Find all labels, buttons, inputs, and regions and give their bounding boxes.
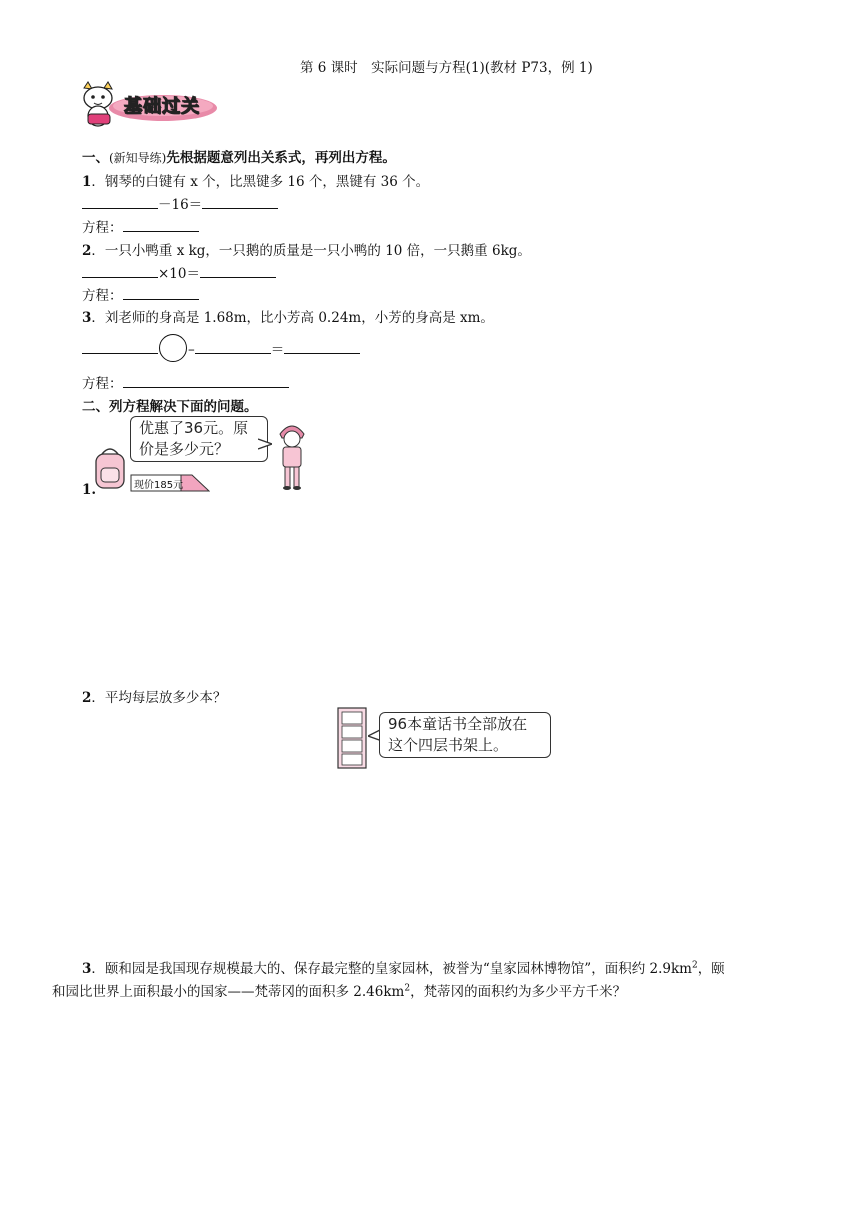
q2-equation-label: 方程： bbox=[82, 288, 123, 304]
p2q3-line-2 bbox=[52, 980, 626, 1000]
p2q2-statement: ．平均每层放多少本？ bbox=[91, 690, 227, 706]
q3-blank-3[interactable] bbox=[284, 352, 360, 354]
p2q3-text-2b: ，梵蒂冈的面积约为多少平方千米？ bbox=[410, 984, 627, 1000]
q1-blank-2[interactable] bbox=[202, 207, 278, 209]
section-badge bbox=[78, 80, 218, 130]
q1-num: 1 bbox=[82, 174, 92, 190]
price-tag bbox=[130, 474, 208, 491]
p2q1-bubble-line-1: 优惠了36元。原 bbox=[139, 419, 249, 437]
price-tag-label: 现价185元 bbox=[134, 480, 184, 491]
q1-equation-blank[interactable] bbox=[123, 230, 199, 232]
q3-operator-circle[interactable] bbox=[159, 334, 187, 362]
q1-equation bbox=[82, 216, 199, 236]
q1-relation bbox=[82, 193, 278, 213]
q1-text bbox=[82, 170, 429, 190]
p2q3-text-1b: ，颐 bbox=[697, 961, 725, 977]
q2-equation-blank[interactable] bbox=[123, 298, 199, 300]
p2q2-text bbox=[82, 686, 226, 706]
p2q2-num: 2 bbox=[82, 690, 92, 706]
q1-equation-label: 方程： bbox=[82, 220, 123, 236]
p2q2-speech-bubble bbox=[379, 712, 551, 758]
p2q3-sup-2: 2 bbox=[404, 983, 411, 994]
q1-statement: ．钢琴的白键有 x 个，比黑键多 16 个，黑键有 36 个。 bbox=[91, 174, 430, 190]
p2q3-num: 3 bbox=[82, 961, 92, 977]
q3-relation bbox=[82, 334, 360, 362]
q2-statement: ．一只小鸭重 x kg，一只鹅的质量是一只小鸭的 10 倍，一只鹅重 6kg。 bbox=[91, 243, 531, 259]
p2q3-text-1a: ．颐和园是我国现存规模最大的、保存最完整的皇家园林，被誉为“皇家园林博物馆”，面积约 2.9km bbox=[91, 961, 692, 977]
q3-blank-1[interactable] bbox=[82, 352, 158, 354]
part1-heading bbox=[82, 146, 396, 166]
q3-equation bbox=[82, 372, 289, 392]
q2-relation bbox=[82, 262, 276, 282]
bookshelf-icon bbox=[334, 706, 370, 770]
p2q2-bubble-line-1: 96本童话书全部放在 bbox=[388, 715, 528, 733]
q1-operator: －16＝ bbox=[158, 197, 203, 213]
bubble-tail-icon bbox=[258, 438, 272, 450]
q3-equation-blank[interactable] bbox=[123, 386, 289, 388]
q2-blank-1[interactable] bbox=[82, 276, 158, 278]
p2q3-sup-1: 2 bbox=[691, 960, 698, 971]
p2q1-bubble-line-2: 价是多少元？ bbox=[139, 440, 230, 458]
part1-heading-tag: (新知导练) bbox=[109, 151, 167, 165]
page-title: 第 6 课时 实际问题与方程(1)(教材 P73，例 1) bbox=[300, 60, 593, 76]
q3-statement: ．刘老师的身高是 1.68m，比小芳高 0.24m，小芳的身高是 xm。 bbox=[91, 310, 494, 326]
q2-equation bbox=[82, 284, 199, 304]
q2-blank-2[interactable] bbox=[200, 276, 276, 278]
q3-blank-2[interactable] bbox=[195, 352, 271, 354]
part1-heading-text: 先根据题意列出关系式，再列出方程。 bbox=[166, 150, 396, 166]
q3-minus: – bbox=[188, 342, 195, 358]
q3-equation-label: 方程： bbox=[82, 376, 123, 392]
part1-heading-num: 一、 bbox=[82, 150, 109, 166]
q2-text bbox=[82, 239, 531, 259]
p2q2-bubble-line-2: 这个四层书架上。 bbox=[388, 736, 509, 754]
girl-icon bbox=[272, 420, 312, 492]
p2q3-text-2a: 和园比世界上面积最小的国家——梵蒂冈的面积多 2.46km bbox=[52, 984, 405, 1000]
q3-text bbox=[82, 306, 494, 326]
badge-label: 基础过关 bbox=[124, 96, 200, 117]
backpack-icon bbox=[92, 444, 128, 492]
p2q3-line-1 bbox=[82, 957, 725, 977]
p2q1-num: 1. bbox=[82, 482, 97, 498]
q2-num: 2 bbox=[82, 243, 92, 259]
p2q1-speech-bubble bbox=[130, 416, 268, 462]
q2-operator: ×10＝ bbox=[158, 266, 200, 282]
q3-equals: ＝ bbox=[270, 342, 285, 358]
part2-heading: 二、列方程解决下面的问题。 bbox=[82, 399, 258, 415]
q1-blank-1[interactable] bbox=[82, 207, 158, 209]
q3-num: 3 bbox=[82, 310, 92, 326]
